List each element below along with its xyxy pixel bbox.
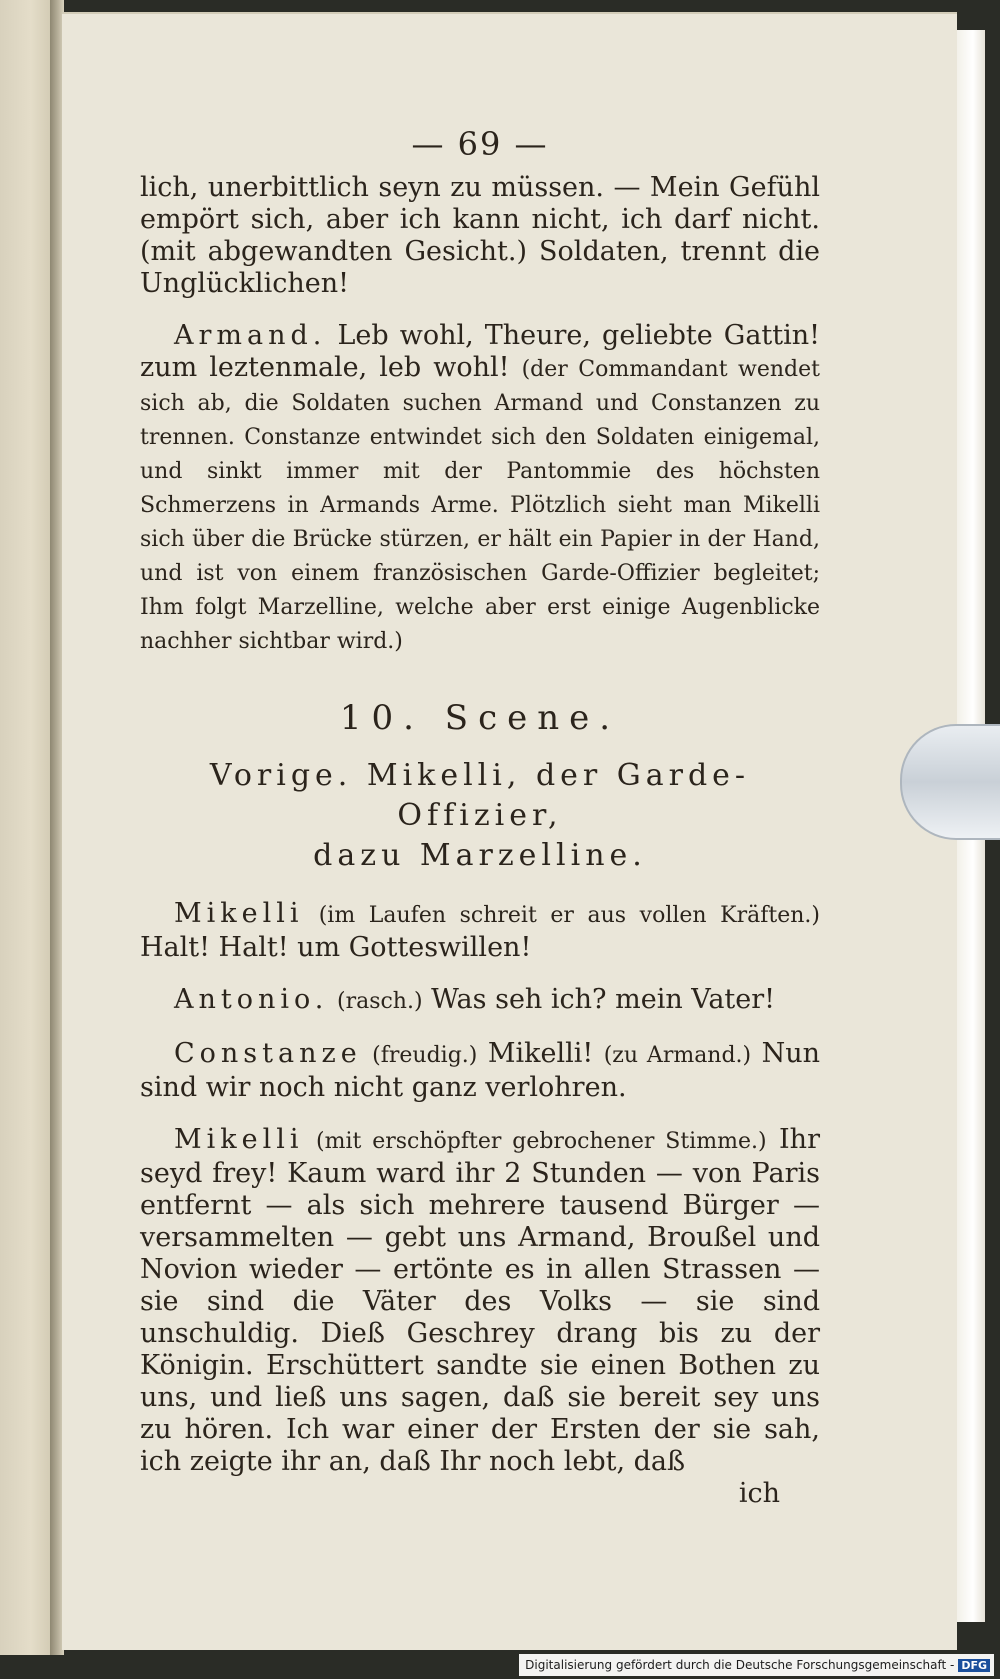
catchword: ich [738, 1478, 780, 1509]
speaker-name: Mikelli [174, 1124, 304, 1155]
scene-cast [140, 756, 820, 876]
speech-mikelli [140, 898, 820, 964]
speech-constanze [140, 1038, 820, 1104]
speech-armand [140, 320, 820, 658]
page-clip [900, 724, 1000, 840]
scene-title: 10. Scene. [339, 698, 621, 738]
paragraph-continuation: lich, unerbittlich seyn zu müssen. — Mein Gefühl empört sich, aber ich kann nicht, ich darf nicht. (mit abgewandten Gesicht.) Soldaten, trennt die Unglücklichen! [140, 172, 820, 299]
digitization-credit [519, 1654, 994, 1676]
scene-cast-line: Vorige. Mikelli, der Garde-Offizier, [209, 758, 751, 833]
speech-mikelli-2 [140, 1124, 820, 1478]
speech-text: Leb wohl, Theure, geliebte Gattin! zum leztenmale, leb wohl! [140, 320, 820, 383]
speaker-name: Constanze [174, 1038, 362, 1069]
speaker-name: Armand. [174, 320, 327, 351]
left-page-edge [0, 0, 56, 1655]
dfg-logo: DFG [958, 1659, 990, 1672]
stage-direction: (zu Armand.) [603, 1043, 752, 1068]
speaker-name: Mikelli [174, 898, 304, 929]
speech-text: Was seh ich? mein Vater! [431, 984, 775, 1015]
stage-direction: (mit erschöpfter gebrochener Stimme.) [316, 1129, 767, 1154]
speech-text: Nun sind wir noch nicht ganz verlohren. [140, 1038, 821, 1103]
scene-cast-line: dazu Marzelline. [313, 838, 647, 873]
page-number: — 69 — [411, 125, 549, 163]
stage-direction: (der Commandant wendet sich ab, die Soldaten suchen Armand und Constanzen zu trennen. Constanze entwindet sich den Soldaten einigemal, und sinkt immer mit der Pantommie des höchsten Schmerzens in Armands Arme. Plötzlich sieht man Mikelli sich über die Brücke stürzen, er hält ein Papier in der Hand, und ist von einem französischen Garde-Offizier begleitet; Ihm folgt Marzelline, welche aber erst einige Augenblicke nachher sichtbar wird.) [140, 357, 821, 654]
speaker-name: Antonio. [174, 984, 329, 1015]
stage-direction: (freudig.) [372, 1043, 478, 1068]
credit-text: Digitalisierung gefördert durch die Deutsche Forschungsgemeinschaft - [525, 1658, 955, 1672]
page-text [140, 125, 821, 1510]
stage-direction: (im Laufen schreit er aus vollen Kräften.) [318, 903, 820, 928]
speech-text: Halt! Halt! um Gotteswillen! [140, 932, 532, 963]
stage-direction: (rasch.) [336, 989, 423, 1014]
speech-text: Ihr seyd frey! Kaum ward ihr 2 Stunden — von Paris entfernt — als sich mehrere tausend Bürger — versammelten — gebt uns Armand, Broußel und Novion wieder — ertönte es in allen Strassen — sie sind die Väter des Volks — sie sind unschuldig. Dieß Geschrey drang bis zu der Königin. Erschüttert sandte sie einen Bothen zu uns, und ließ uns sagen, daß sie bereit sey uns zu hören. Ich war einer der Ersten der sie sah, ich zeigte ihr an, daß Ihr noch lebt, daß [140, 1124, 820, 1477]
speech-text: Mikelli! [487, 1038, 594, 1069]
speech-antonio [140, 984, 820, 1018]
